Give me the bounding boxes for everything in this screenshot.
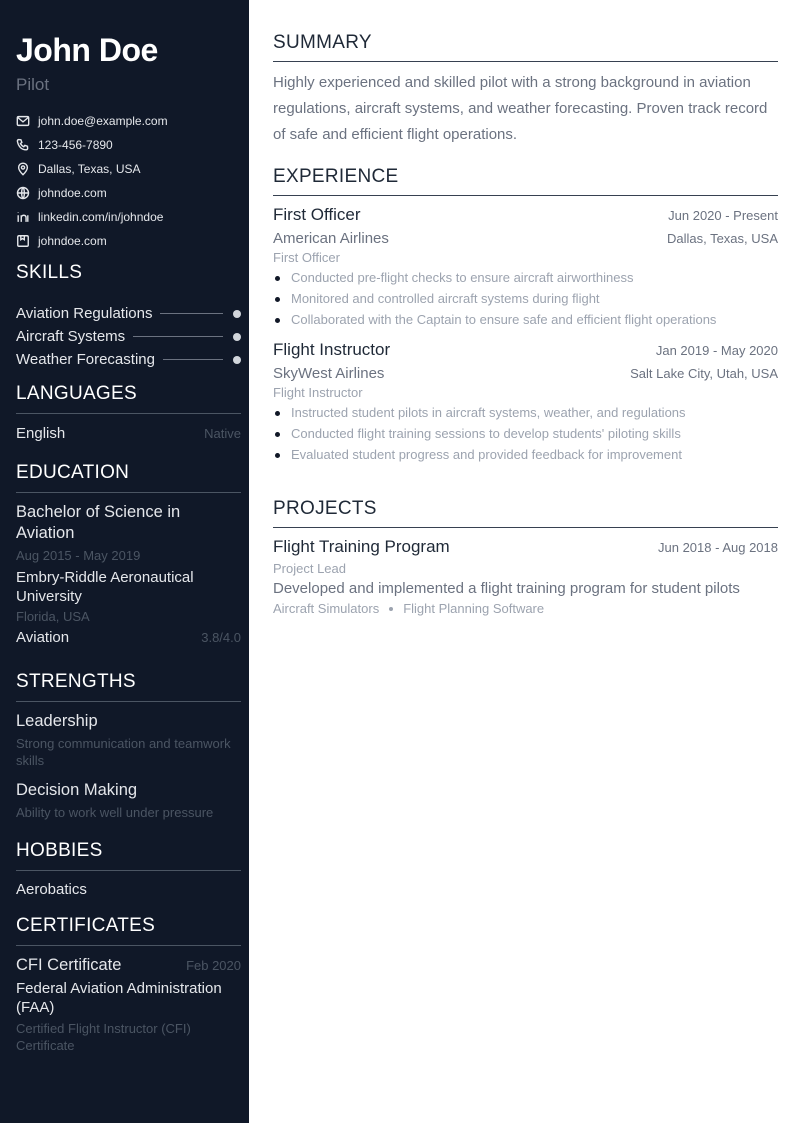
job-title: First Officer bbox=[273, 205, 361, 224]
profile-role: Pilot bbox=[16, 75, 50, 94]
skill-name: Weather Forecasting bbox=[16, 351, 155, 368]
education-section bbox=[16, 458, 241, 647]
language-name: English bbox=[16, 425, 66, 442]
section-divider bbox=[16, 701, 241, 702]
certificate-desc: Certified Flight Instructor (CFI) Certificate bbox=[16, 1021, 191, 1053]
tag-separator bbox=[389, 607, 393, 611]
certificates-title: CERTIFICATES bbox=[16, 915, 156, 936]
skill-name: Aviation Regulations bbox=[16, 305, 153, 322]
skill-item bbox=[16, 325, 241, 348]
strength-desc: Ability to work well under pressure bbox=[16, 805, 214, 820]
project-tag: Flight Planning Software bbox=[403, 601, 545, 616]
education-location: Florida, USA bbox=[16, 609, 90, 624]
strength-name: Leadership bbox=[16, 712, 98, 730]
job-location: Dallas, Texas, USA bbox=[666, 231, 778, 246]
job-header bbox=[273, 340, 778, 360]
contact-portfolio[interactable] bbox=[16, 229, 241, 253]
education-field-row bbox=[16, 628, 241, 647]
skill-line bbox=[163, 359, 223, 360]
skill-dot bbox=[233, 356, 241, 364]
section-divider bbox=[16, 870, 241, 871]
education-school: Embry-Riddle Aeronautical University bbox=[16, 569, 194, 605]
contact-email[interactable] bbox=[16, 109, 241, 133]
section-divider bbox=[273, 527, 778, 528]
project-name: Flight Training Program bbox=[273, 537, 450, 556]
mail-icon bbox=[16, 114, 30, 128]
contact-phone-text: 123-456-7890 bbox=[38, 138, 113, 152]
job-bullets bbox=[273, 267, 778, 330]
education-gpa: 3.8/4.0 bbox=[201, 630, 241, 645]
summary-text: Highly experienced and skilled pilot with a strong background in aviation regulations, aircraft systems, and weather forecasting. Proven track record of safe and efficient flight operations. bbox=[273, 74, 768, 143]
job-entry bbox=[273, 340, 778, 465]
language-item bbox=[16, 423, 241, 444]
education-title: EDUCATION bbox=[16, 462, 130, 483]
skill-item bbox=[16, 302, 241, 325]
experience-section bbox=[273, 162, 778, 465]
contact-linkedin[interactable] bbox=[16, 205, 241, 229]
education-degree: Bachelor of Science in Aviation bbox=[16, 503, 181, 542]
contact-list bbox=[16, 109, 241, 253]
job-bullets bbox=[273, 402, 778, 465]
phone-icon bbox=[16, 138, 30, 152]
section-divider bbox=[16, 413, 241, 414]
project-role: Project Lead bbox=[273, 561, 346, 576]
strength-desc: Strong communication and teamwork skills bbox=[16, 736, 231, 768]
projects-title: PROJECTS bbox=[273, 498, 377, 519]
hobbies-section bbox=[16, 836, 241, 899]
job-title: Flight Instructor bbox=[273, 340, 391, 359]
job-header bbox=[273, 205, 778, 225]
skill-dot bbox=[233, 310, 241, 318]
skills-section bbox=[16, 258, 241, 371]
certificate-date: Feb 2020 bbox=[186, 958, 241, 973]
contact-website-text: johndoe.com bbox=[38, 186, 107, 200]
project-dates: Jun 2018 - Aug 2018 bbox=[658, 540, 778, 555]
job-dates: Jun 2020 - Present bbox=[668, 208, 778, 223]
certificate-name: CFI Certificate bbox=[16, 956, 122, 974]
strengths-title: STRENGTHS bbox=[16, 671, 136, 692]
certificates-section bbox=[16, 911, 241, 1054]
section-divider bbox=[16, 945, 241, 946]
projects-section bbox=[273, 494, 778, 616]
job-bullet: Monitored and controlled aircraft systems during flight bbox=[273, 288, 778, 309]
languages-title: LANGUAGES bbox=[16, 383, 137, 404]
job-entry bbox=[273, 205, 778, 330]
project-tag: Aircraft Simulators bbox=[273, 601, 380, 616]
section-divider bbox=[273, 195, 778, 196]
globe-icon bbox=[16, 186, 30, 200]
job-bullet: Evaluated student progress and provided feedback for improvement bbox=[273, 444, 778, 465]
project-desc: Developed and implemented a flight training program for student pilots bbox=[273, 580, 740, 597]
contact-website[interactable] bbox=[16, 181, 241, 205]
project-header bbox=[273, 537, 778, 557]
education-field: Aviation bbox=[16, 629, 70, 646]
project-tags bbox=[273, 601, 778, 616]
experience-title: EXPERIENCE bbox=[273, 166, 399, 187]
contact-linkedin-text: linkedin.com/in/johndoe bbox=[38, 210, 164, 224]
contact-location bbox=[16, 157, 241, 181]
languages-section bbox=[16, 379, 241, 444]
job-bullet: Conducted flight training sessions to develop students' piloting skills bbox=[273, 423, 778, 444]
contact-location-text: Dallas, Texas, USA bbox=[38, 162, 141, 176]
skill-line bbox=[133, 336, 223, 337]
contact-phone[interactable] bbox=[16, 133, 241, 157]
section-divider bbox=[273, 61, 778, 62]
skill-line bbox=[160, 313, 223, 314]
summary-title: SUMMARY bbox=[273, 32, 372, 53]
portfolio-icon bbox=[16, 234, 30, 248]
section-divider bbox=[16, 492, 241, 493]
profile-name: John Doe bbox=[16, 32, 158, 68]
skill-name: Aircraft Systems bbox=[16, 328, 126, 345]
job-location: Salt Lake City, Utah, USA bbox=[630, 366, 778, 381]
contact-portfolio-text: johndoe.com bbox=[38, 234, 107, 248]
linkedin-icon bbox=[16, 210, 30, 224]
skills-title: SKILLS bbox=[16, 262, 83, 283]
education-dates: Aug 2015 - May 2019 bbox=[16, 548, 141, 563]
contact-email-text: john.doe@example.com bbox=[38, 114, 168, 128]
job-company-row bbox=[273, 230, 778, 247]
job-bullet: Conducted pre-flight checks to ensure aircraft airworthiness bbox=[273, 267, 778, 288]
strengths-section bbox=[16, 667, 241, 821]
certificate-issuer: Federal Aviation Administration (FAA) bbox=[16, 980, 222, 1016]
job-company: SkyWest Airlines bbox=[273, 365, 385, 382]
job-company: American Airlines bbox=[273, 230, 389, 247]
job-bullet: Instructed student pilots in aircraft systems, weather, and regulations bbox=[273, 402, 778, 423]
certificate-header bbox=[16, 955, 241, 976]
hobbies-title: HOBBIES bbox=[16, 840, 103, 861]
job-company-row bbox=[273, 365, 778, 382]
job-role: Flight Instructor bbox=[273, 385, 363, 400]
hobby-item: Aerobatics bbox=[16, 881, 87, 898]
job-bullet: Collaborated with the Captain to ensure safe and efficient flight operations bbox=[273, 309, 778, 330]
job-role: First Officer bbox=[273, 250, 340, 265]
skill-item bbox=[16, 348, 241, 371]
strength-name: Decision Making bbox=[16, 781, 138, 799]
skill-dot bbox=[233, 333, 241, 341]
summary-section bbox=[273, 28, 778, 148]
location-pin-icon bbox=[16, 162, 30, 176]
language-level: Native bbox=[204, 426, 241, 441]
job-dates: Jan 2019 - May 2020 bbox=[655, 343, 778, 358]
